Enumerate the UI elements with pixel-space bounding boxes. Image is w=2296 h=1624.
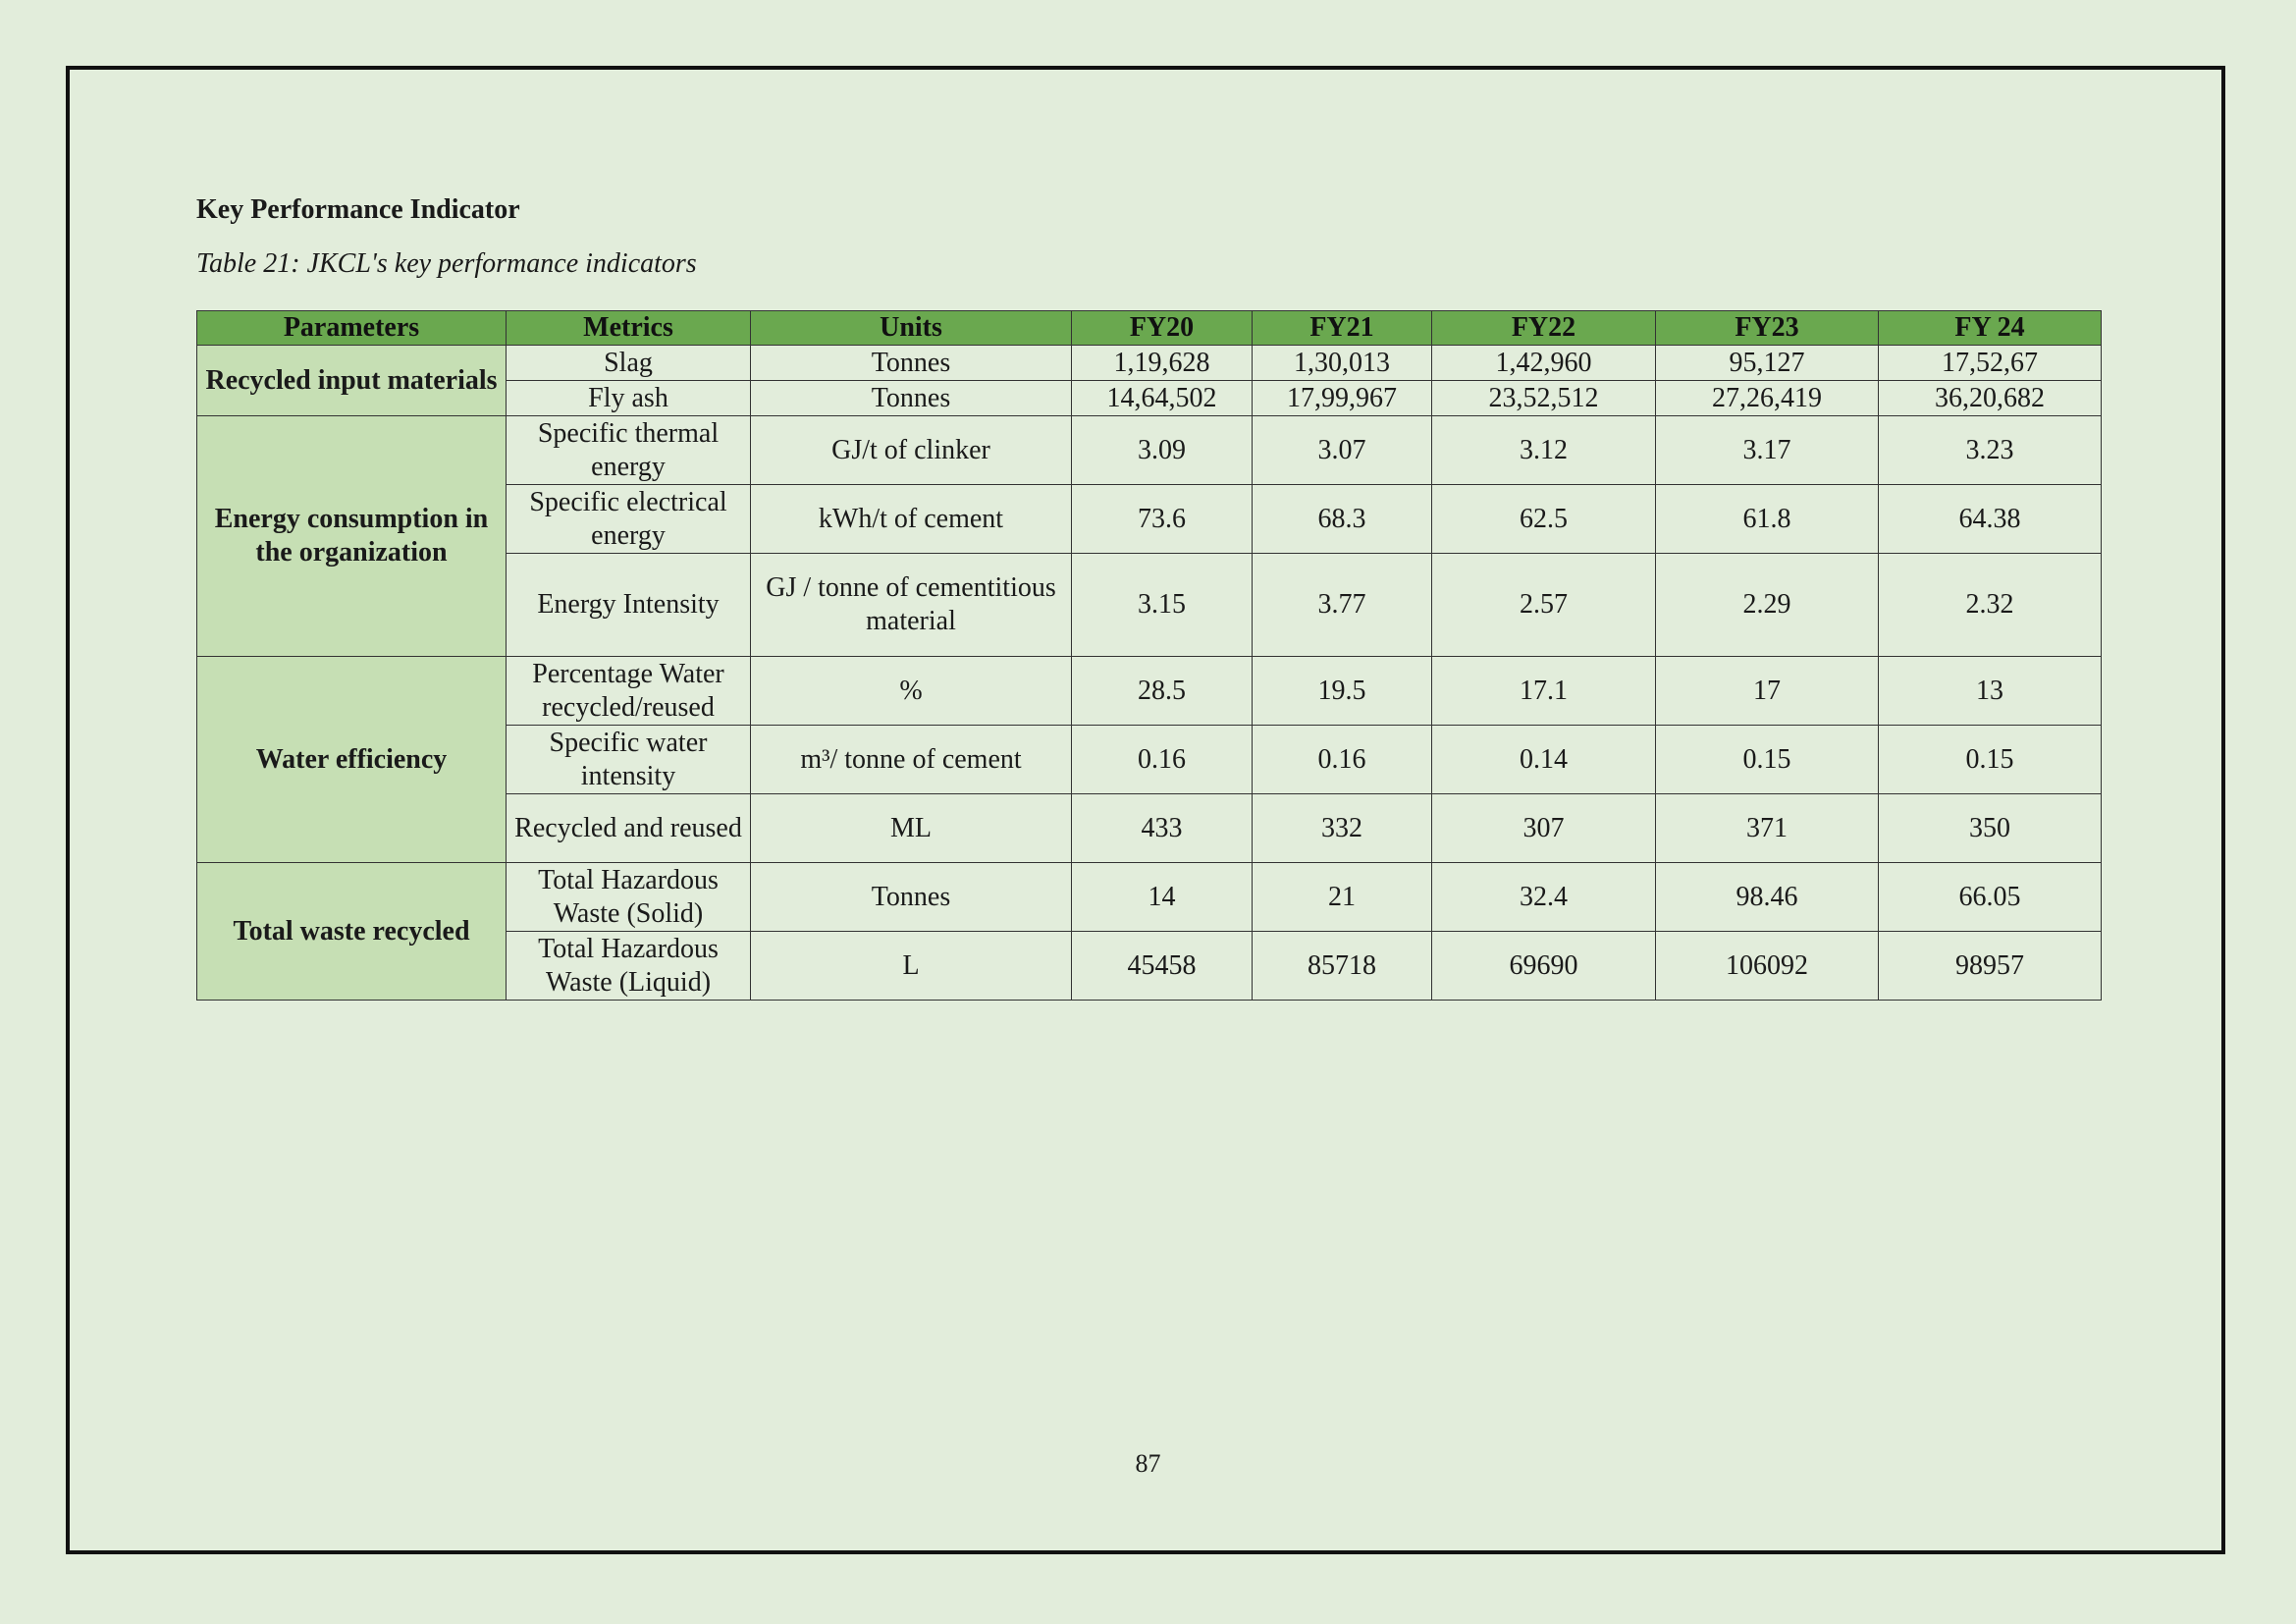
value-cell-fy21: 68.3 [1253, 485, 1432, 554]
value-cell-fy24: 350 [1879, 794, 2102, 863]
unit-cell: kWh/t of cement [751, 485, 1072, 554]
value-cell-fy21: 19.5 [1253, 657, 1432, 726]
header-fy20: FY20 [1072, 311, 1253, 346]
header-fy24: FY 24 [1879, 311, 2102, 346]
header-fy22: FY22 [1432, 311, 1656, 346]
value-cell-fy20: 3.09 [1072, 416, 1253, 485]
value-cell-fy23: 17 [1656, 657, 1879, 726]
value-cell-fy20: 73.6 [1072, 485, 1253, 554]
value-cell-fy23: 3.17 [1656, 416, 1879, 485]
header-fy23: FY23 [1656, 311, 1879, 346]
value-cell-fy22: 3.12 [1432, 416, 1656, 485]
value-cell-fy22: 1,42,960 [1432, 346, 1656, 381]
metric-cell: Slag [507, 346, 751, 381]
metric-cell: Total Hazardous Waste (Liquid) [507, 932, 751, 1001]
value-cell-fy20: 433 [1072, 794, 1253, 863]
value-cell-fy23: 0.15 [1656, 726, 1879, 794]
value-cell-fy20: 14,64,502 [1072, 381, 1253, 416]
value-cell-fy24: 64.38 [1879, 485, 2102, 554]
value-cell-fy20: 45458 [1072, 932, 1253, 1001]
unit-cell: Tonnes [751, 863, 1072, 932]
value-cell-fy21: 85718 [1253, 932, 1432, 1001]
value-cell-fy22: 32.4 [1432, 863, 1656, 932]
value-cell-fy23: 2.29 [1656, 554, 1879, 657]
value-cell-fy20: 1,19,628 [1072, 346, 1253, 381]
value-cell-fy24: 2.32 [1879, 554, 2102, 657]
table-row [197, 657, 2102, 726]
value-cell-fy22: 2.57 [1432, 554, 1656, 657]
value-cell-fy20: 0.16 [1072, 726, 1253, 794]
value-cell-fy22: 307 [1432, 794, 1656, 863]
value-cell-fy20: 28.5 [1072, 657, 1253, 726]
value-cell-fy23: 106092 [1656, 932, 1879, 1001]
metric-cell: Energy Intensity [507, 554, 751, 657]
value-cell-fy22: 69690 [1432, 932, 1656, 1001]
value-cell-fy21: 3.77 [1253, 554, 1432, 657]
unit-cell: GJ / tonne of cementitious material [751, 554, 1072, 657]
unit-cell: m³/ tonne of cement [751, 726, 1072, 794]
parameter-cell: Energy consumption in the organization [197, 416, 507, 657]
value-cell-fy24: 36,20,682 [1879, 381, 2102, 416]
unit-cell: ML [751, 794, 1072, 863]
value-cell-fy24: 0.15 [1879, 726, 2102, 794]
value-cell-fy23: 371 [1656, 794, 1879, 863]
value-cell-fy22: 23,52,512 [1432, 381, 1656, 416]
value-cell-fy21: 3.07 [1253, 416, 1432, 485]
metric-cell: Recycled and reused [507, 794, 751, 863]
parameter-cell: Recycled input materials [197, 346, 507, 416]
value-cell-fy24: 3.23 [1879, 416, 2102, 485]
metric-cell: Total Hazardous Waste (Solid) [507, 863, 751, 932]
unit-cell: Tonnes [751, 381, 1072, 416]
value-cell-fy21: 21 [1253, 863, 1432, 932]
value-cell-fy22: 17.1 [1432, 657, 1656, 726]
metric-cell: Percentage Water recycled/reused [507, 657, 751, 726]
metric-cell: Specific thermal energy [507, 416, 751, 485]
header-metrics: Metrics [507, 311, 751, 346]
unit-cell: % [751, 657, 1072, 726]
value-cell-fy24: 66.05 [1879, 863, 2102, 932]
header-units: Units [751, 311, 1072, 346]
unit-cell: Tonnes [751, 346, 1072, 381]
table-caption: Table 21: JKCL's key performance indicators [196, 248, 697, 279]
metric-cell: Fly ash [507, 381, 751, 416]
value-cell-fy21: 17,99,967 [1253, 381, 1432, 416]
value-cell-fy21: 332 [1253, 794, 1432, 863]
value-cell-fy23: 95,127 [1656, 346, 1879, 381]
value-cell-fy23: 27,26,419 [1656, 381, 1879, 416]
header-parameters: Parameters [197, 311, 507, 346]
value-cell-fy20: 14 [1072, 863, 1253, 932]
value-cell-fy21: 1,30,013 [1253, 346, 1432, 381]
value-cell-fy24: 13 [1879, 657, 2102, 726]
table-row [197, 863, 2102, 932]
metric-cell: Specific electrical energy [507, 485, 751, 554]
unit-cell: GJ/t of clinker [751, 416, 1072, 485]
table-row [197, 416, 2102, 485]
table-row [197, 346, 2102, 381]
section-heading: Key Performance Indicator [196, 194, 520, 225]
unit-cell: L [751, 932, 1072, 1001]
value-cell-fy22: 0.14 [1432, 726, 1656, 794]
value-cell-fy24: 17,52,67 [1879, 346, 2102, 381]
parameter-cell: Total waste recycled [197, 863, 507, 1001]
value-cell-fy24: 98957 [1879, 932, 2102, 1001]
value-cell-fy20: 3.15 [1072, 554, 1253, 657]
table-header-row [197, 311, 2102, 346]
value-cell-fy23: 61.8 [1656, 485, 1879, 554]
value-cell-fy21: 0.16 [1253, 726, 1432, 794]
value-cell-fy22: 62.5 [1432, 485, 1656, 554]
value-cell-fy23: 98.46 [1656, 863, 1879, 932]
header-fy21: FY21 [1253, 311, 1432, 346]
kpi-table [196, 310, 2102, 1001]
parameter-cell: Water efficiency [197, 657, 507, 863]
page-number: 87 [1135, 1449, 1161, 1478]
metric-cell: Specific water intensity [507, 726, 751, 794]
